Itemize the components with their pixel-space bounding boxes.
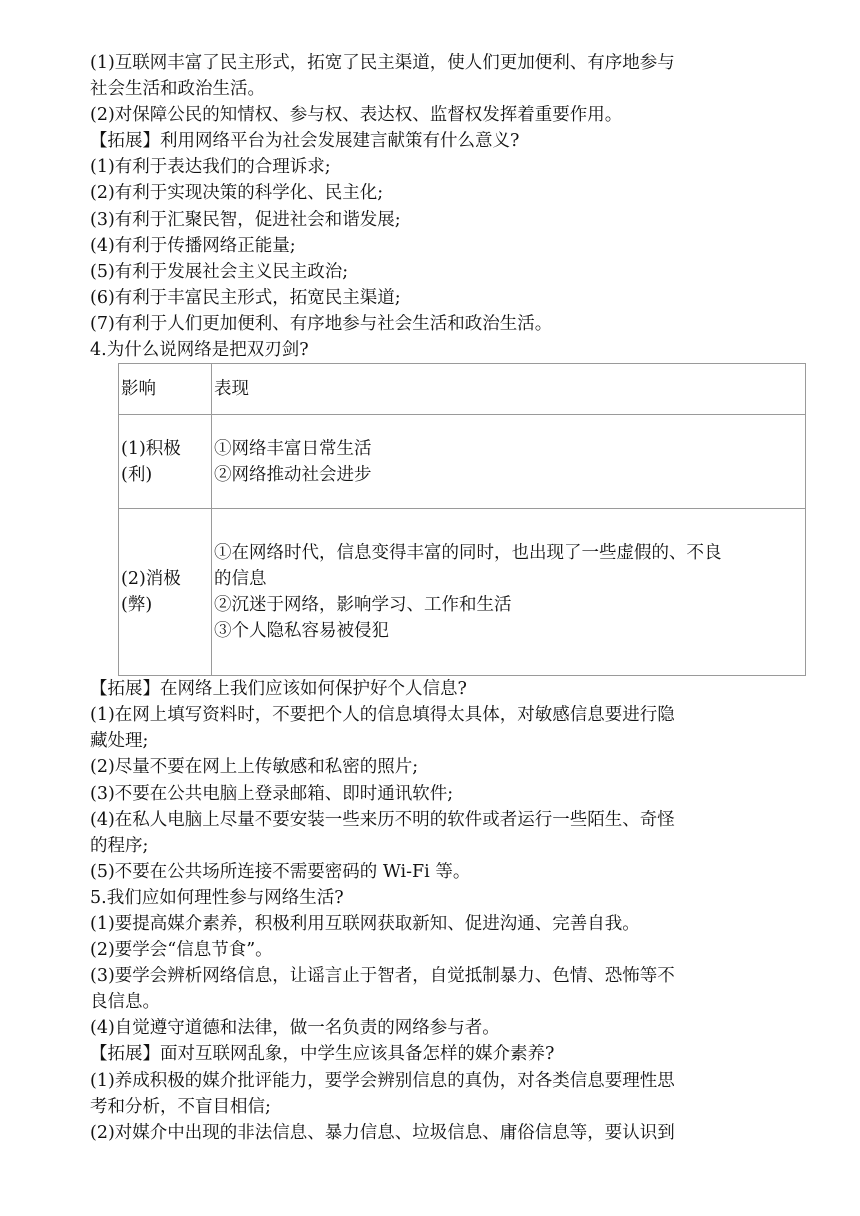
list-item: (1)在网上填写资料时，不要把个人的信息填得太具体，对敏感信息要进行隐 — [90, 705, 675, 726]
list-item: (7)有利于人们更加便利、有序地参与社会生活和政治生活。 — [90, 313, 553, 334]
question-heading: 5.我们应如何理性参与网络生活? — [90, 887, 344, 908]
list-item: 藏处理; — [90, 731, 149, 752]
list-item: (5)有利于发展社会主义民主政治; — [90, 261, 349, 282]
text-line: (1)互联网丰富了民主形式，拓宽了民主渠道，使人们更加便利、有序地参与 — [90, 53, 675, 73]
list-item: (2)有利于实现决策的科学化、民主化; — [90, 183, 384, 204]
header-impact: 影响 — [119, 364, 212, 415]
impact-table — [118, 363, 806, 676]
list-item: (5)不要在公共场所连接不需要密码的 Wi-Fi 等。 — [90, 861, 471, 882]
list-item: (4)在私人电脑上尽量不要安装一些来历不明的软件或者运行一些陌生、奇怪 — [90, 809, 675, 830]
list-item: (1)有利于表达我们的合理诉求; — [90, 157, 331, 178]
list-item: (1)养成积极的媒介批评能力，要学会辨别信息的真伪，对各类信息要理性思 — [90, 1070, 675, 1091]
row-content-positive: ①网络丰富日常生活 ②网络推动社会进步 — [212, 415, 806, 509]
text-line: 社会生活和政治生活。 — [90, 79, 265, 100]
list-item: 的程序; — [90, 835, 149, 856]
row-content-negative: ①在网络时代，信息变得丰富的同时，也出现了一些虚假的、不良 的信息 ②沉迷于网络，影响学习、工作和生活 ③个人隐私容易被侵犯 — [212, 509, 806, 676]
list-item: (4)有利于传播网络正能量; — [90, 235, 296, 256]
table-header-row — [119, 364, 806, 415]
list-item: (3)不要在公共电脑上登录邮箱、即时通讯软件; — [90, 783, 454, 804]
list-item: (6)有利于丰富民主形式，拓宽民主渠道; — [90, 287, 401, 308]
list-item: (4)自觉遵守道德和法律，做一名负责的网络参与者。 — [90, 1018, 500, 1039]
header-manifestation: 表现 — [212, 364, 806, 415]
list-item: 考和分析，不盲目相信; — [90, 1096, 271, 1117]
row-label-positive: (1)积极 (利) — [119, 415, 212, 509]
section-heading-expand: 【拓展】在网络上我们应该如何保护好个人信息? — [90, 679, 467, 700]
list-item: (3)要学会辨析网络信息，让谣言止于智者，自觉抵制暴力、色情、恐怖等不 — [90, 966, 675, 987]
list-item: (2)对媒介中出现的非法信息、暴力信息、垃圾信息、庸俗信息等，要认识到 — [90, 1122, 675, 1143]
list-item: (3)有利于汇聚民智，促进社会和谐发展; — [90, 209, 401, 230]
document-page — [90, 50, 780, 1146]
section-heading-expand: 【拓展】利用网络平台为社会发展建言献策有什么意义? — [90, 131, 520, 152]
list-item: (1)要提高媒介素养，积极利用互联网获取新知、促进沟通、完善自我。 — [90, 913, 640, 934]
question-heading: 4.为什么说网络是把双刃剑? — [90, 340, 309, 361]
table-row — [119, 415, 806, 509]
list-item: (2)尽量不要在网上上传敏感和私密的照片; — [90, 757, 419, 778]
list-item: 良信息。 — [90, 992, 160, 1013]
table-row — [119, 509, 806, 676]
row-label-negative: (2)消极 (弊) — [119, 509, 212, 676]
text-block-bottom — [90, 676, 780, 1146]
text-line: (2)对保障公民的知情权、参与权、表达权、监督权发挥着重要作用。 — [90, 105, 623, 126]
section-heading-expand: 【拓展】面对互联网乱象，中学生应该具备怎样的媒介素养? — [90, 1044, 555, 1065]
text-block-top — [90, 50, 780, 363]
list-item: (2)要学会“信息节食”。 — [90, 940, 273, 961]
